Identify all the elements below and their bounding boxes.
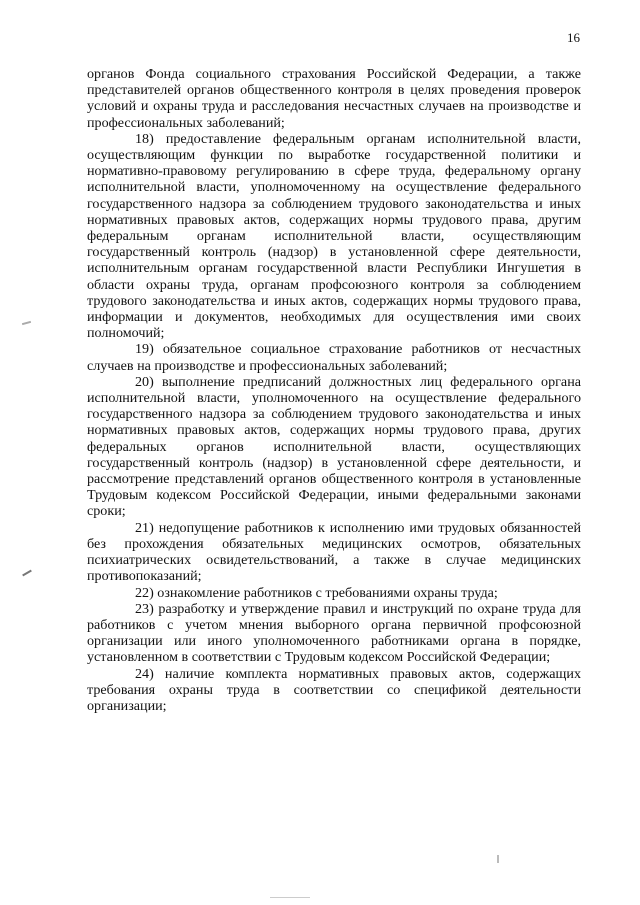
paragraph-item-20: 20) выполнение предписаний должностных лиц федерального органа исполнительной власти, уполномоченного на осуществление федерального государственного надзора за соблюдением трудового законодательства и иных нормативных правовых актов, содержащих нормы трудового права, других федеральных органов исполнительной власти, осуществляющих государственный контроль (надзор) в установленной сфере деятельности, и рассмотрение представлений органов общественного контроля в установленные Трудовым кодексом Российской Федерации, иными федеральными законами сроки; xyxy=(87,373,581,520)
paragraph-continuation: органов Фонда социального страхования Российской Федерации, а также представителей органов общественного контроля в целях проведения проверок условий и охраны труда и расследования несчастных случаев на производстве и профессиональных заболеваний; xyxy=(87,66,581,131)
paragraph-item-23: 23) разработку и утверждение правил и инструкций по охране труда для работников с учетом мнения выборного органа первичной профсоюзной организации или иного уполномоченного работниками органа в порядке, установленном в соответствии с Трудовым кодексом Российской Федерации; xyxy=(87,600,581,666)
scan-mark xyxy=(270,897,310,898)
page-number: 16 xyxy=(567,30,580,45)
paragraph-item-19: 19) обязательное социальное страхование работников от несчастных случаев на производстве и профессиональных заболеваний; xyxy=(87,341,581,374)
document-body xyxy=(87,66,581,714)
scan-mark xyxy=(497,855,499,863)
paragraph-item-21: 21) недопущение работников к исполнению ими трудовых обязанностей без прохождения обязательных медицинских осмотров, обязательных психиатрических освидетельствований, а также в случае медицинских противопоказаний; xyxy=(87,519,581,585)
paragraph-item-22: 22) ознакомление работников с требованиями охраны труда; xyxy=(135,584,498,601)
scan-mark xyxy=(22,570,32,577)
scan-mark xyxy=(22,321,31,325)
paragraph-item-24: 24) наличие комплекта нормативных правовых актов, содержащих требования охраны труда в соответствии со спецификой деятельности организации; xyxy=(87,665,581,714)
paragraph-item-18: 18) предоставление федеральным органам исполнительной власти, осуществляющим функции по выработке государственной политики и нормативно-правовому регулированию в сфере труда, федеральному органу исполнительной власти, уполномоченному на осуществление федерального государственного надзора за соблюдением трудового законодательства и иных нормативных правовых актов, содержащих нормы трудового права, другим федеральным органам исполнительной власти, осуществляющим государственный контроль (надзор) в установленной сфере деятельности, исполнительным органам государственной власти Республики Ингушетия в области охраны труда, органам профсоюзного контроля за соблюдением трудового законодательства и иных актов, содержащих нормы трудового права, информации и документов, необходимых для осуществления ими своих полномочий; xyxy=(87,130,581,342)
